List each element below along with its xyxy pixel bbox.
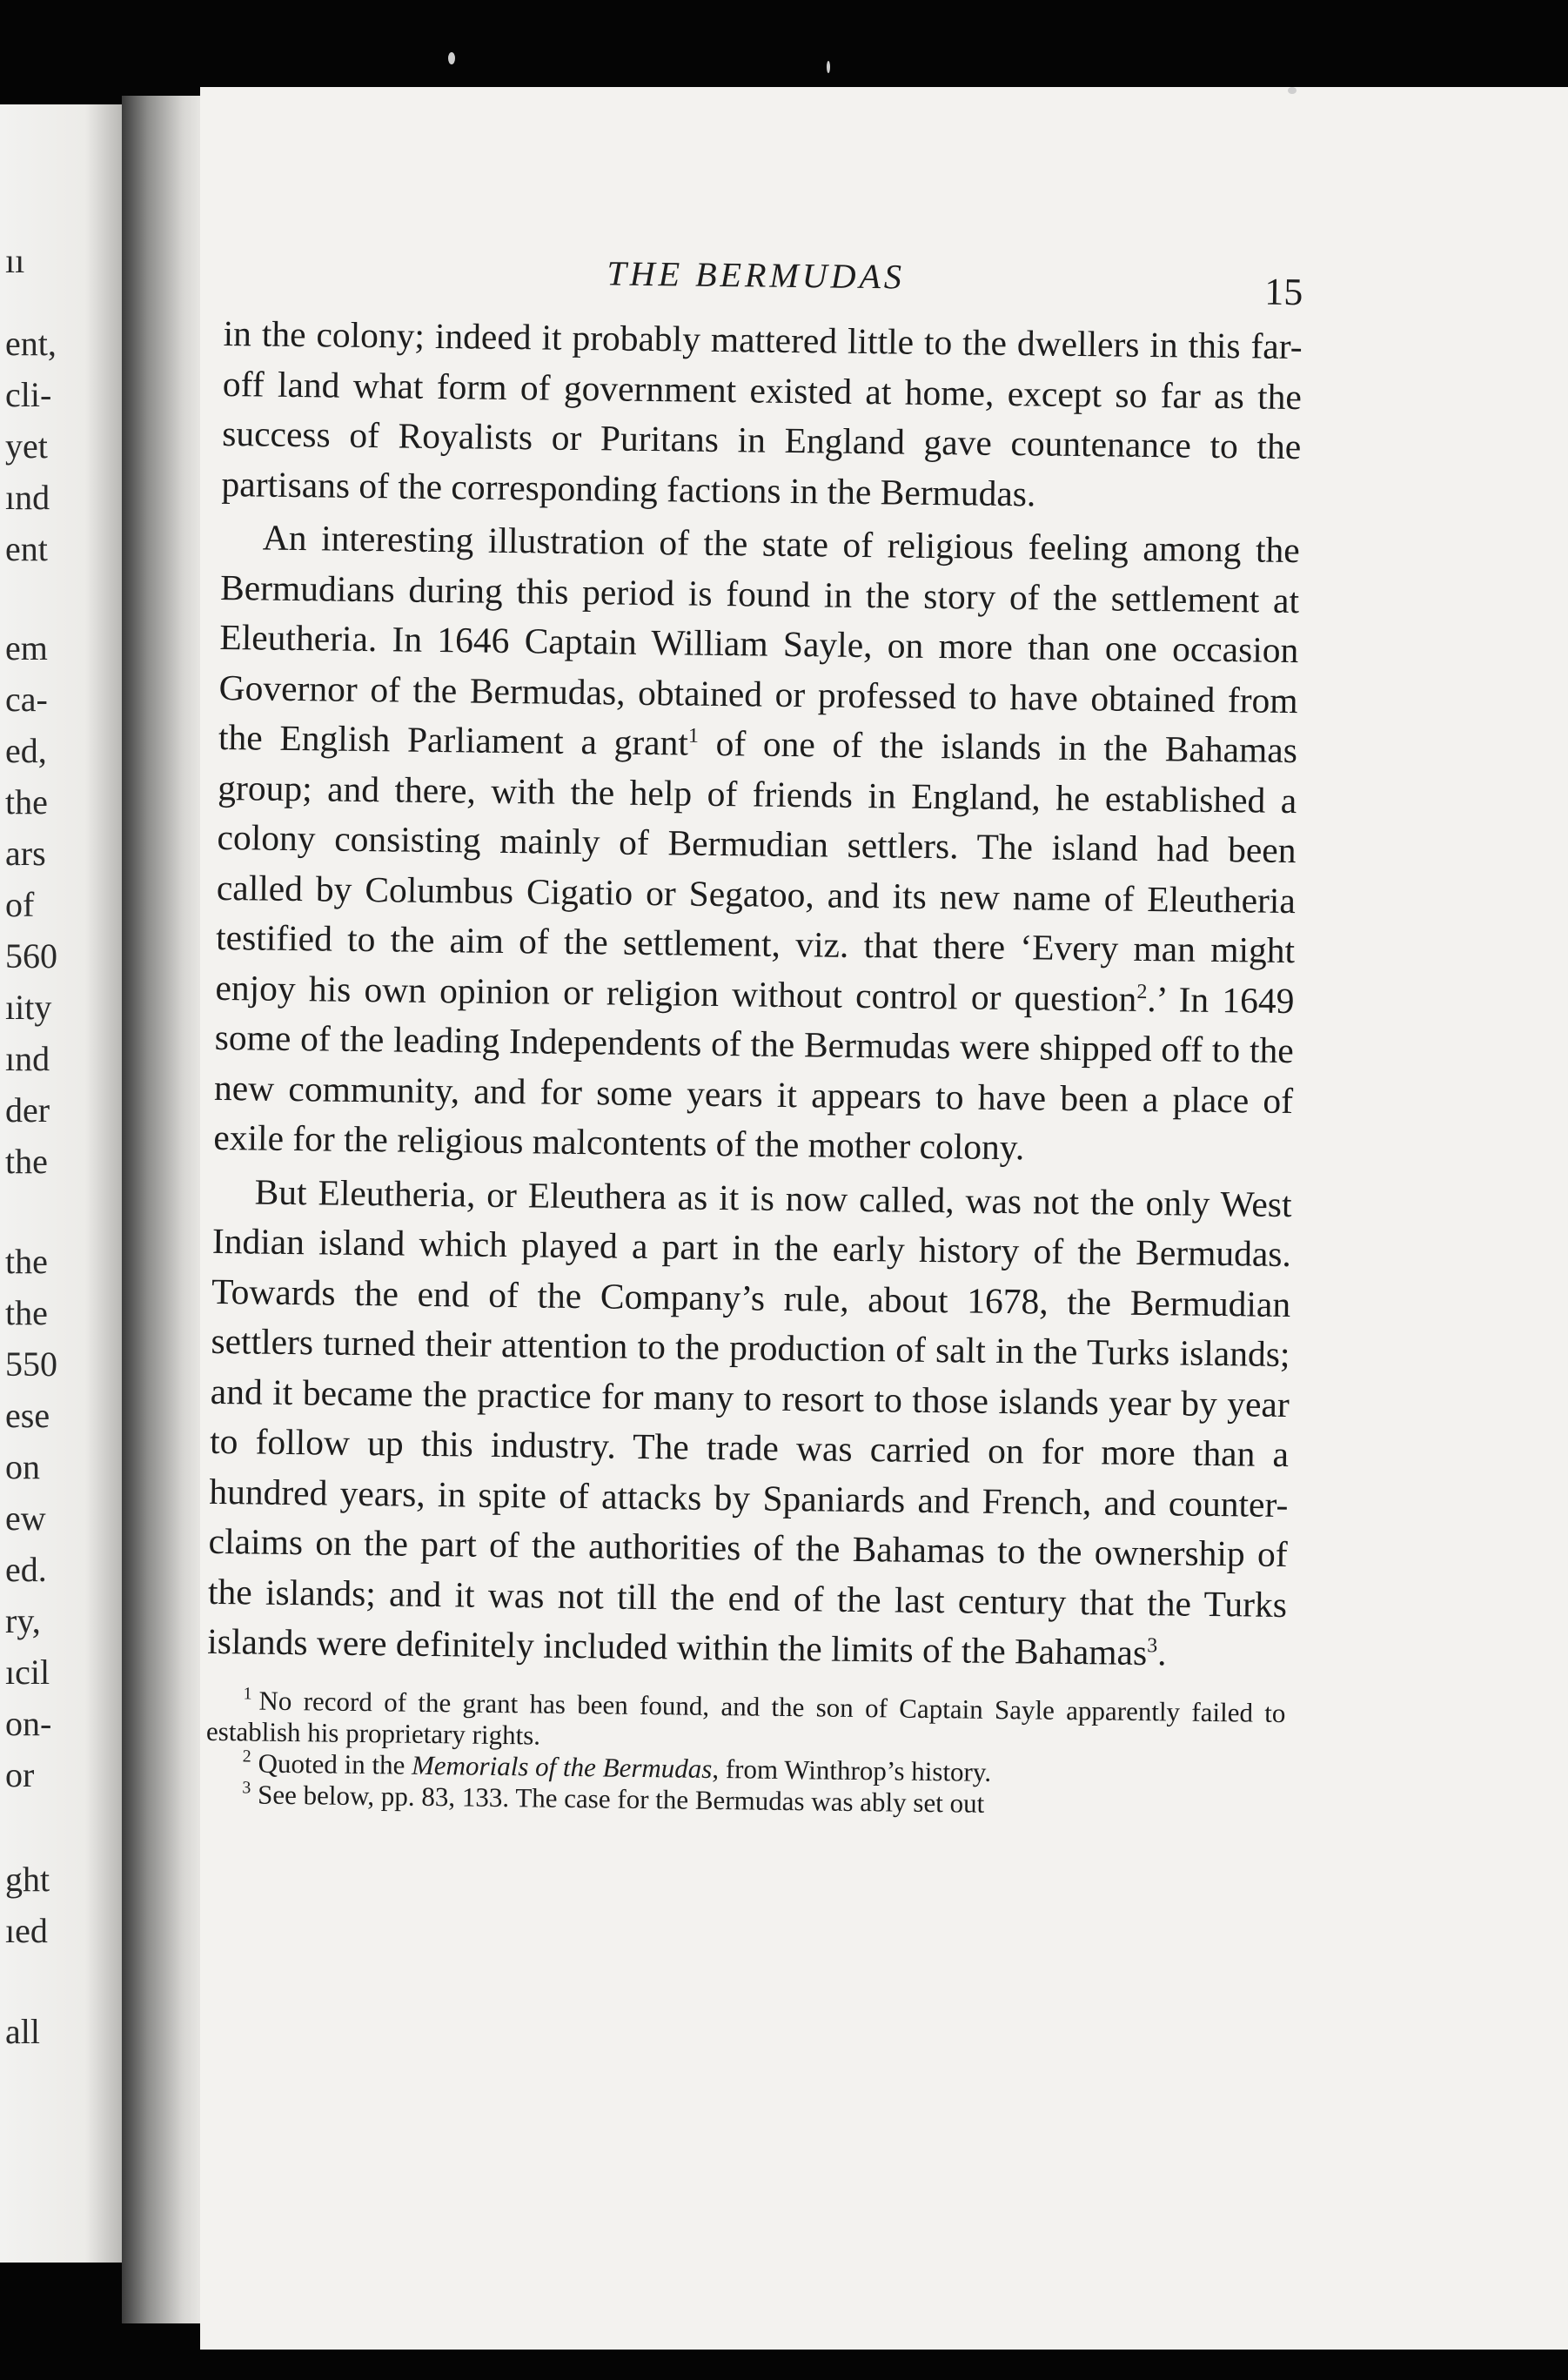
footnote-text: Quoted in the xyxy=(258,1747,412,1780)
left-fragment: ıed xyxy=(5,1911,48,1950)
paragraph xyxy=(207,1166,1292,1679)
text-run: .’ In 1649 some of the leading Independents of the Bermudas were shipped off to the new community, and for some years it appears to have been a place of exile for the religious malcontents of the mother colony. xyxy=(213,978,1295,1168)
text-run: of one of the islands in the Bahamas group; and there, with the help of friends in England, he established a colony consisting mainly of Bermudian settlers. The island had been called by Columbus Cigatio or Segatoo, and its new name of Eleutheria testified to the aim of the settlement, viz. that there ‘Every man might enjoy his own opinion or religion without control or question xyxy=(215,722,1298,1019)
left-fragment: the xyxy=(5,1142,48,1181)
left-fragment: ed. xyxy=(5,1550,47,1589)
footnote-text: No record of the grant has been found, and the son of Captain Sayle apparently failed to establish his proprietary rights. xyxy=(205,1685,1286,1751)
footnote-ref: 3 xyxy=(1147,1634,1158,1658)
left-fragment: ars xyxy=(5,834,46,873)
left-fragment: the xyxy=(5,1242,48,1281)
running-head xyxy=(224,239,1303,322)
left-fragment: the xyxy=(5,1293,48,1332)
left-fragment: of xyxy=(5,885,35,924)
footnote-ref: 1 xyxy=(687,724,700,748)
left-fragment: ınd xyxy=(5,1039,50,1078)
left-fragment: or xyxy=(5,1755,35,1794)
footnote-italic-title: Memorials of the Bermudas xyxy=(411,1749,713,1784)
left-fragment: 550 xyxy=(5,1344,57,1384)
left-fragment: em xyxy=(5,628,48,667)
text-run: An interesting illustration of the state of religious feeling among the Bermudians during this period is found in the story of the settlement at Eleutheria. In 1646 Captain William Sayle, on more than one occasion Governor of the Bermudas, obtained or professed to have obtained from the English Parliament a grant xyxy=(218,517,1301,763)
left-fragment: ese xyxy=(5,1396,50,1435)
left-fragment: all xyxy=(5,2012,40,2051)
book-gutter-shadow xyxy=(122,96,209,2323)
left-fragment: 560 xyxy=(5,936,57,975)
text-run: in the colony; indeed it probably mattered little to the dwellers in this far-off land what form of government existed at home, except so far as the success of Royalists or Puritans in England gave countenance to the partisans of the corresponding factions in the Bermudas. xyxy=(221,312,1303,513)
dust-speck xyxy=(827,61,830,73)
left-fragment: ent, xyxy=(5,324,57,363)
left-fragment: ry, xyxy=(5,1601,41,1640)
footnote-text: , from Winthrop’s history. xyxy=(712,1753,992,1787)
left-fragment: the xyxy=(5,782,48,821)
dust-speck xyxy=(448,52,455,64)
text-run: But Eleutheria, or Eleuthera as it is now called, was not the only West Indian island which played a part in the early history of the Bermudas. Towards the end of the Company’s rule, about 1678, the Bermudian settlers turned their attention to the production of salt in the Turks islands; and it became the practice for many to resort to those islands year by year to follow up this industry. The trade was carried on for more than a hundred years, in spite of attacks by Spaniards and French, and counter-claims on the part of the authorities of the Bahamas to the ownership of the islands; and it was not till the end of the last century that the Turks islands were definitely included within the limits of the Bahamas xyxy=(207,1171,1292,1673)
footnote-ref: 2 xyxy=(1136,980,1148,1003)
left-fragment: ca- xyxy=(5,680,48,719)
running-title: THE BERMUDAS xyxy=(606,253,906,297)
left-fragment: ed, xyxy=(5,731,47,770)
paragraph xyxy=(221,309,1303,522)
footnote-text: See below, pp. 83, 133. The case for the Bermudas was ably set out xyxy=(257,1779,985,1819)
dust-speck xyxy=(1288,87,1297,94)
left-page-edge xyxy=(0,104,122,2263)
left-fragment: ıity xyxy=(5,988,52,1027)
paragraph xyxy=(213,513,1300,1177)
page-number: 15 xyxy=(1264,270,1303,314)
text-run: . xyxy=(1156,1632,1167,1673)
left-fragment: cli- xyxy=(5,375,52,414)
body-text xyxy=(207,309,1303,1680)
left-fragment: ıcil xyxy=(5,1653,50,1692)
footnotes xyxy=(205,1684,1286,1822)
footnote-mark: 1 xyxy=(243,1684,252,1704)
footnote-mark: 2 xyxy=(242,1746,251,1767)
left-fragment: ew xyxy=(5,1498,46,1538)
left-fragment: der xyxy=(5,1090,50,1130)
page-content xyxy=(205,239,1303,1823)
left-fragment: ınd xyxy=(5,478,50,517)
left-fragment: yet xyxy=(5,426,48,466)
left-fragment: ent xyxy=(5,529,48,568)
footnote-mark: 3 xyxy=(242,1778,251,1798)
left-fragment: on xyxy=(5,1447,40,1486)
left-fragment: on- xyxy=(5,1704,52,1743)
left-fragment: ıı xyxy=(5,241,25,280)
left-fragment: ght xyxy=(5,1860,50,1899)
